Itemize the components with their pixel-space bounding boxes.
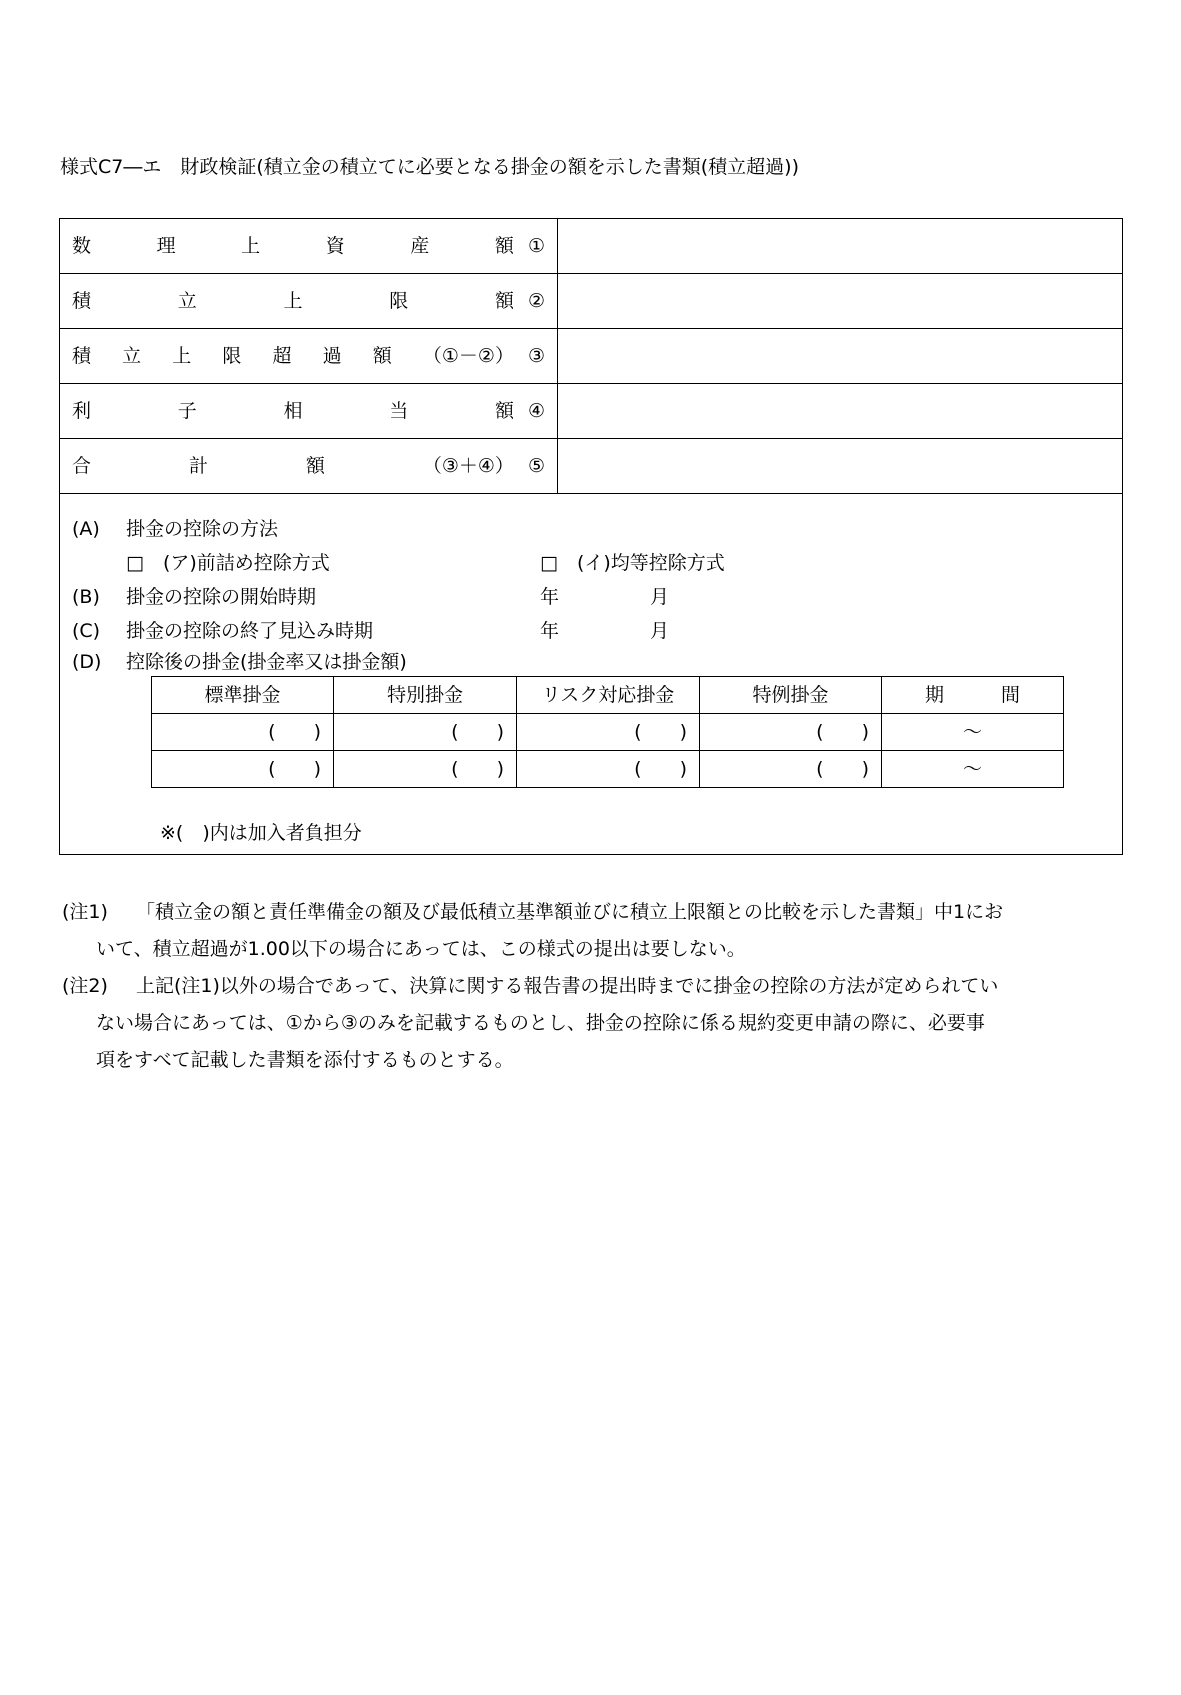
label-text: 利 — [72, 400, 92, 422]
label-text: 当 — [389, 400, 409, 422]
row-number: ③ — [527, 345, 545, 367]
label-text: 超 — [272, 345, 292, 367]
header-period: 期 間 — [882, 677, 1064, 714]
header-risk: リスク対応掛金 — [517, 677, 700, 714]
note-text: 項をすべて記載した書類を添付するものとする。 — [96, 1049, 514, 1071]
end-month: 月 — [650, 620, 670, 642]
header-exception: 特例掛金 — [700, 677, 882, 714]
a-text: 掛金の控除の方法 — [126, 518, 279, 540]
label-text: 積 — [72, 290, 92, 312]
amount-row — [60, 329, 1122, 384]
amount-row — [60, 384, 1122, 439]
label-text: 上 — [241, 235, 261, 257]
row-label — [60, 329, 558, 383]
row-label — [60, 439, 558, 493]
amount-row — [60, 274, 1122, 329]
label-text: 子 — [177, 400, 197, 422]
row-label — [60, 384, 558, 438]
c-label: (C) — [72, 620, 101, 642]
contribution-table — [151, 676, 1064, 788]
row-number: ④ — [527, 400, 545, 422]
cell[interactable]: ( ) — [152, 714, 334, 751]
row-label — [60, 219, 558, 273]
label-text: （①－②） — [422, 345, 514, 367]
cell[interactable]: ( ) — [700, 714, 882, 751]
row-number: ① — [527, 235, 545, 257]
amount-row — [60, 439, 1122, 494]
option-label: (イ)均等控除方式 — [576, 552, 725, 574]
row-number: ② — [527, 290, 545, 312]
checkbox-icon[interactable]: □ — [540, 552, 558, 574]
start-month: 月 — [650, 586, 670, 608]
checkbox-icon[interactable]: □ — [126, 552, 144, 574]
note-text: 「積立金の額と責任準備金の額及び最低積立基準額並びに積立上限額との比較を示した書類」中1にお — [136, 901, 1004, 923]
label-text: 数 — [72, 235, 92, 257]
label-text: 相 — [283, 400, 303, 422]
amount-value-cell[interactable] — [558, 274, 1122, 328]
label-text: 上 — [283, 290, 303, 312]
label-text: 額 — [372, 345, 392, 367]
amount-row — [60, 219, 1122, 274]
label-text: 立 — [177, 290, 197, 312]
form-table — [59, 218, 1123, 855]
cell[interactable]: ( ) — [334, 751, 517, 788]
label-text: 過 — [322, 345, 342, 367]
footnote: ※( )内は加入者負担分 — [160, 822, 362, 844]
amount-value-cell[interactable] — [558, 329, 1122, 383]
a-label: (A) — [72, 518, 100, 540]
note-text: 上記(注1)以外の場合であって、決算に関する報告書の提出時までに掛金の控除の方法が定められてい — [136, 975, 999, 997]
label-text: 理 — [156, 235, 176, 257]
cell[interactable]: ( ) — [517, 751, 700, 788]
header-special: 特別掛金 — [334, 677, 517, 714]
cell[interactable]: ( ) — [517, 714, 700, 751]
checkbox-maezume[interactable] — [126, 551, 330, 575]
label-text: 積 — [72, 345, 92, 367]
option-label: (ア)前詰め控除方式 — [162, 552, 330, 574]
row-label — [60, 274, 558, 328]
row-number: ⑤ — [527, 455, 545, 477]
label-text: 限 — [389, 290, 409, 312]
checkbox-kinto[interactable] — [540, 551, 725, 575]
label-text: 資 — [325, 235, 345, 257]
period-cell[interactable]: ～ — [882, 714, 1064, 751]
label-text: 額 — [494, 400, 514, 422]
d-label: (D) — [72, 651, 102, 673]
label-text: 上 — [172, 345, 192, 367]
c-text: 掛金の控除の終了見込み時期 — [126, 620, 374, 642]
period-cell[interactable]: ～ — [882, 751, 1064, 788]
note-label: (注2) — [62, 975, 108, 997]
header-standard: 標準掛金 — [152, 677, 334, 714]
table-header-row — [152, 677, 1064, 714]
cell[interactable]: ( ) — [334, 714, 517, 751]
note-text: ない場合にあっては、①から③のみを記載するものとし、掛金の控除に係る規約変更申請の際に、必要事 — [96, 1012, 985, 1034]
table-row — [152, 714, 1064, 751]
end-year: 年 — [540, 620, 560, 642]
b-text: 掛金の控除の開始時期 — [126, 586, 317, 608]
cell[interactable]: ( ) — [700, 751, 882, 788]
form-title: 様式C7―エ 財政検証(積立金の積立てに必要となる掛金の額を示した書類(積立超過)) — [60, 156, 800, 178]
amount-value-cell[interactable] — [558, 439, 1122, 493]
b-label: (B) — [72, 586, 100, 608]
start-year: 年 — [540, 586, 560, 608]
amount-value-cell[interactable] — [558, 219, 1122, 273]
label-text: 額 — [494, 290, 514, 312]
note-text: いて、積立超過が1.00以下の場合にあっては、この様式の提出は要しない。 — [96, 938, 746, 960]
label-text: 立 — [122, 345, 142, 367]
label-text: （③＋④） — [422, 455, 514, 477]
cell[interactable]: ( ) — [152, 751, 334, 788]
d-text: 控除後の掛金(掛金率又は掛金額) — [126, 651, 407, 673]
label-text: 額 — [494, 235, 514, 257]
label-text: 限 — [222, 345, 242, 367]
amount-value-cell[interactable] — [558, 384, 1122, 438]
label-text: 額 — [305, 455, 325, 477]
table-row — [152, 751, 1064, 788]
label-text: 産 — [410, 235, 430, 257]
label-text: 計 — [188, 455, 208, 477]
label-text: 合 — [72, 455, 92, 477]
note-label: (注1) — [62, 901, 108, 923]
